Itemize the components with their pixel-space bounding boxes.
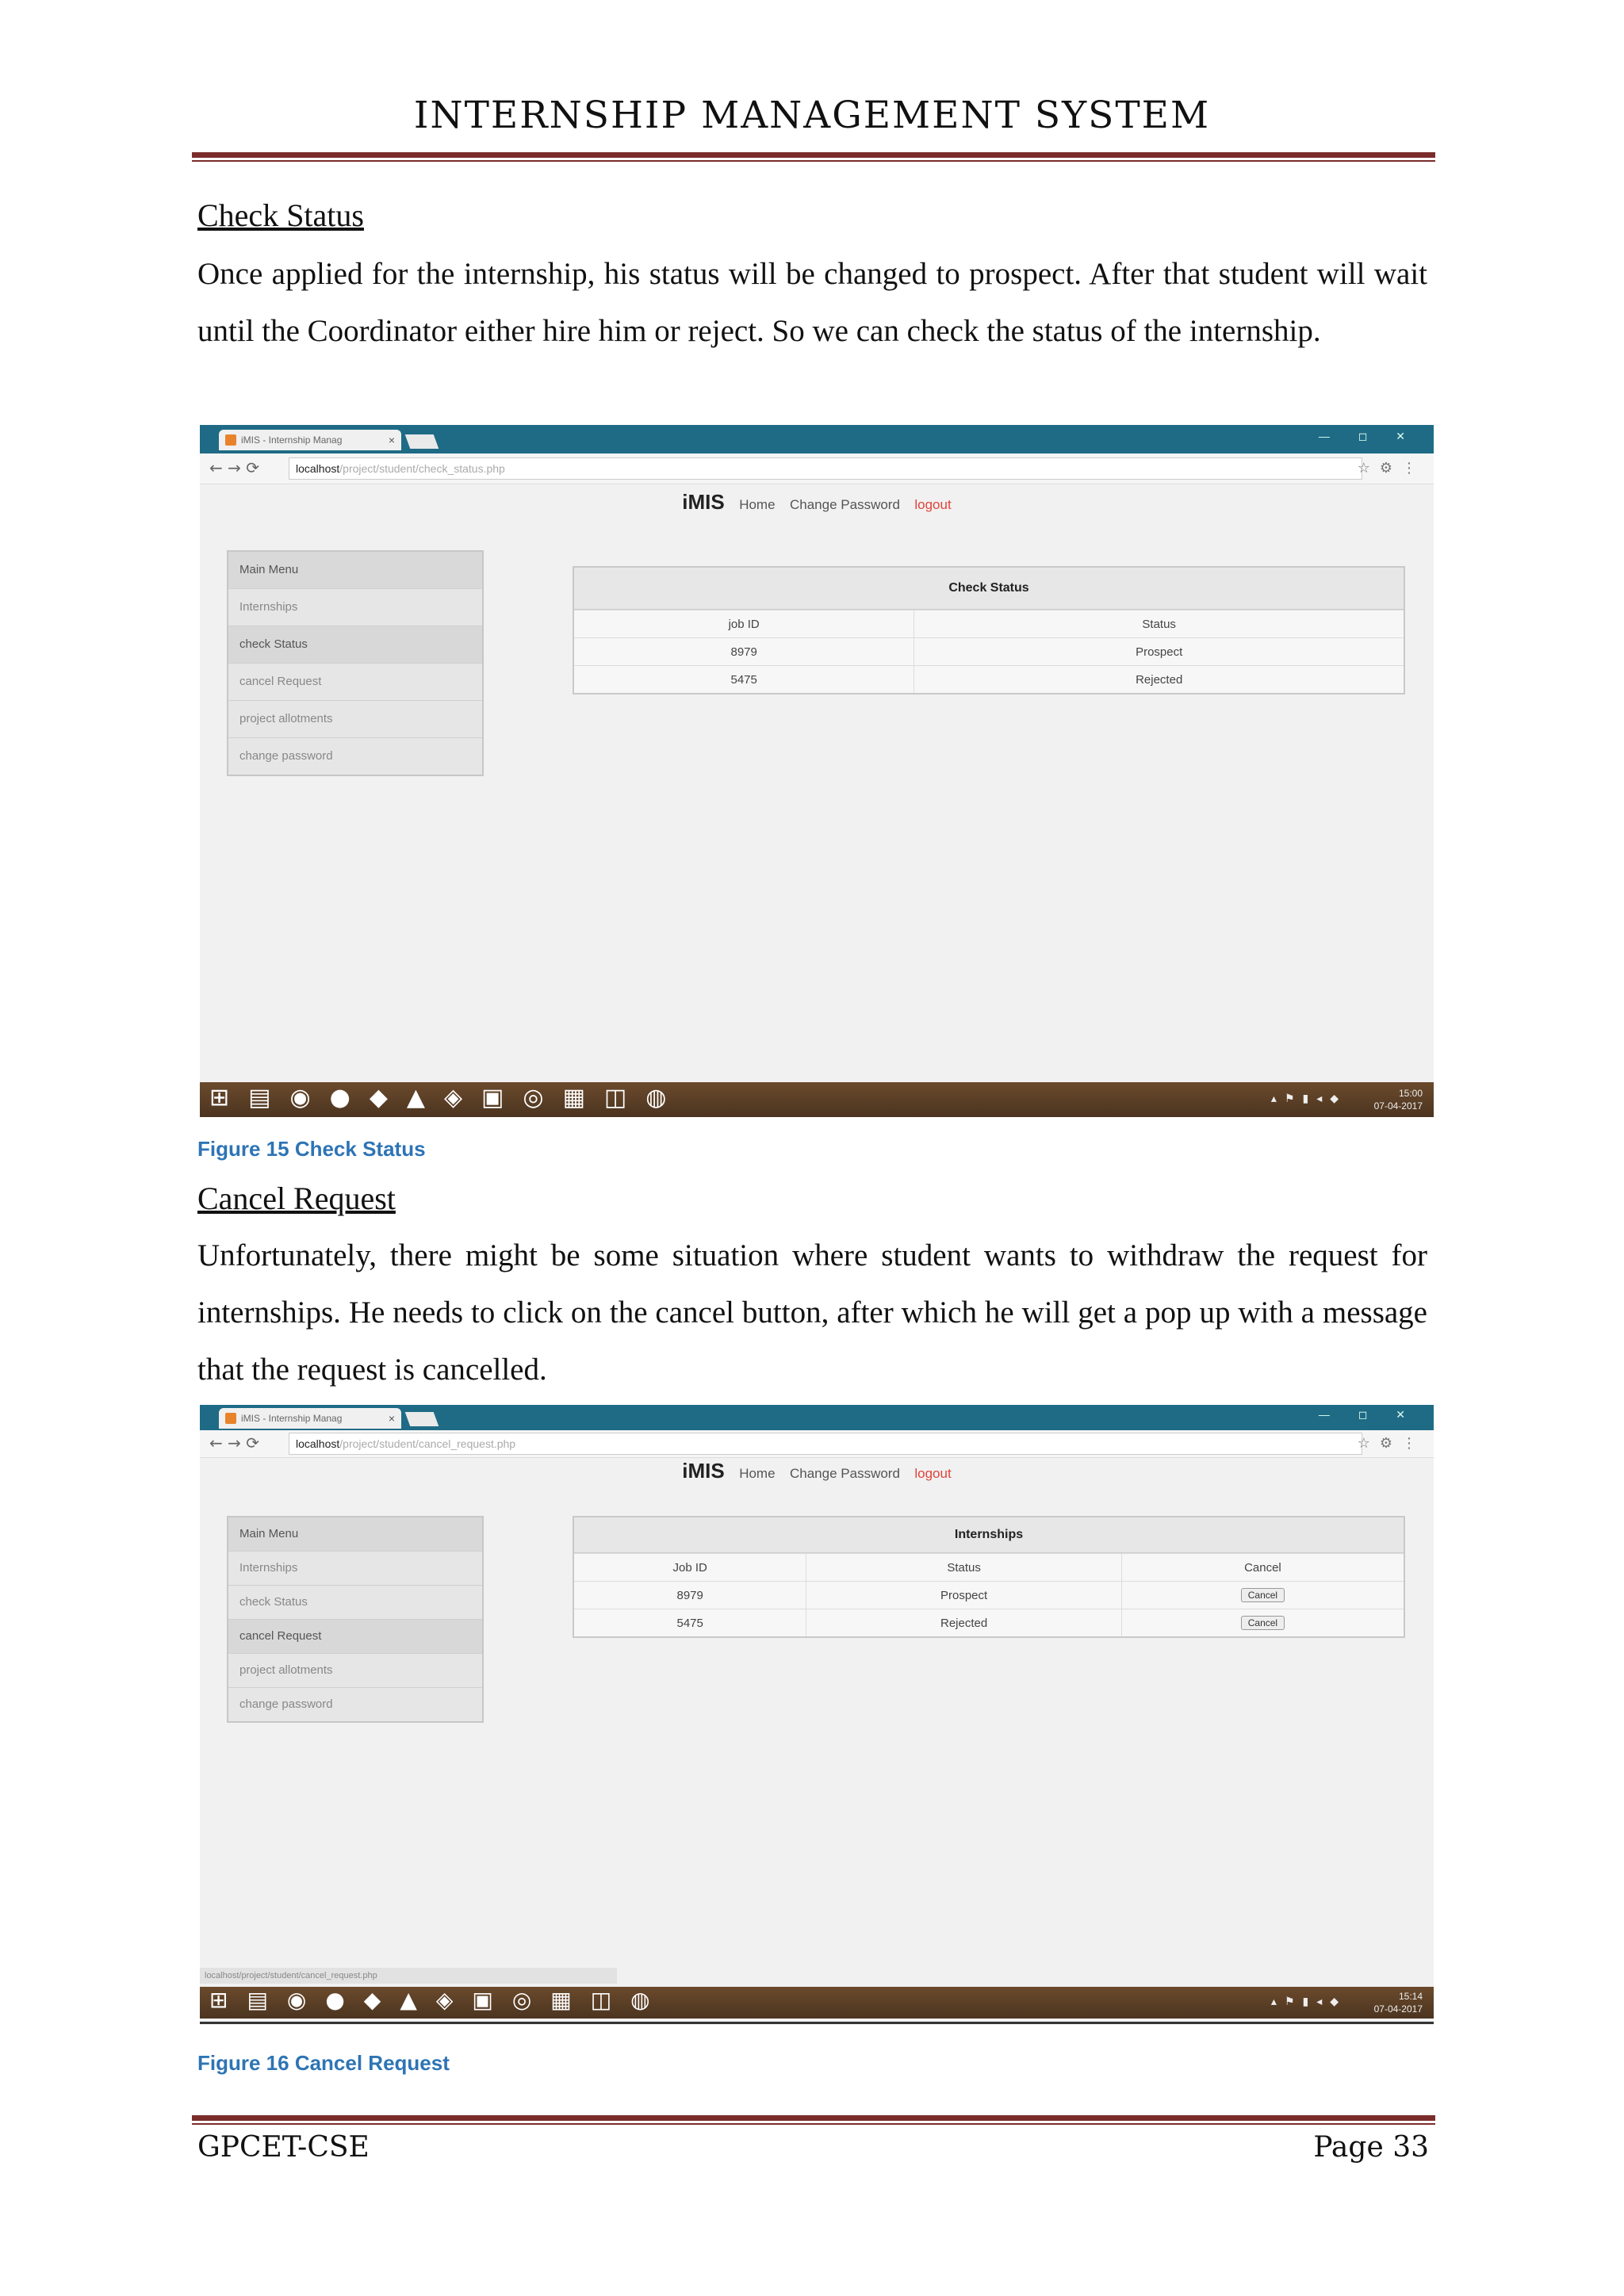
nav-logout-link[interactable]: logout: [914, 497, 952, 512]
cancel-button[interactable]: Cancel: [1241, 1588, 1285, 1602]
site-top-nav: [200, 490, 1434, 515]
clock-date: 07-04-2017: [1373, 2003, 1423, 2015]
cell-status: Rejected: [914, 666, 1404, 694]
address-bar-row: [200, 1430, 1434, 1458]
table-row: [574, 1582, 1404, 1609]
figure-bottom-border: [200, 2022, 1434, 2024]
cell-job-id: 5475: [574, 1609, 806, 1637]
cancel-button[interactable]: Cancel: [1241, 1616, 1285, 1630]
cell-status: Prospect: [914, 638, 1404, 666]
panel-title: Check Status: [574, 568, 1404, 610]
cell-job-id: 8979: [574, 1582, 806, 1609]
menu-header: Main Menu: [228, 1517, 482, 1551]
cell-job-id: 8979: [574, 638, 914, 666]
taskbar-app-icons[interactable]: ⊞▤◉●◆▲◈▣◎▦◫◍: [209, 1987, 669, 2013]
url-field[interactable]: [289, 457, 1362, 480]
table-row: [574, 638, 1404, 666]
menu-item-cancel-request[interactable]: cancel Request: [228, 1619, 482, 1653]
clock-time: 15:00: [1398, 1088, 1423, 1099]
sidebar-main-menu: [227, 1516, 484, 1723]
panel-title: Internships: [574, 1517, 1404, 1553]
nav-change-password-link[interactable]: Change Password: [790, 497, 900, 512]
clock-date: 07-04-2017: [1373, 1100, 1423, 1112]
favicon-icon: [225, 434, 236, 446]
table-header-row: [574, 1554, 1404, 1582]
section-heading-cancel-request: Cancel Request: [197, 1181, 396, 1216]
table-row: [574, 666, 1404, 694]
taskbar-app-icons[interactable]: ⊞▤◉●◆▲◈▣◎▦◫◍: [209, 1084, 686, 1112]
footer-page-number: Page 33: [1313, 2131, 1429, 2164]
new-tab-button[interactable]: [405, 434, 439, 449]
url-path: /project/student/cancel_request.php: [339, 1437, 516, 1450]
url-path: /project/student/check_status.php: [339, 462, 505, 475]
url-host: localhost: [296, 462, 340, 475]
footer-rule: [192, 2115, 1435, 2125]
browser-tools-icon[interactable]: ☆⚙⋮: [1357, 1435, 1426, 1452]
footer-department: GPCET-CSE: [197, 2131, 370, 2164]
column-header: Status: [914, 610, 1404, 638]
figure-caption-15: Figure 15 Check Status: [197, 1137, 426, 1161]
menu-item-internships[interactable]: Internships: [228, 588, 482, 626]
sidebar-main-menu: [227, 550, 484, 776]
favicon-icon: [225, 1413, 236, 1424]
menu-item-check-status[interactable]: check Status: [228, 1585, 482, 1619]
site-brand[interactable]: iMIS: [682, 490, 725, 514]
figure-caption-16: Figure 16 Cancel Request: [197, 2051, 450, 2075]
document-title: INTERNSHIP MANAGEMENT SYSTEM: [413, 94, 1211, 137]
menu-item-change-password[interactable]: change password: [228, 737, 482, 775]
browser-status-url: localhost/project/student/cancel_request.php: [200, 1968, 617, 1984]
close-tab-icon[interactable]: ×: [388, 1412, 395, 1425]
section-paragraph-check-status: Once applied for the internship, his status will be changed to prospect. After that student will wait until the Coordinator either hire him or reject. So we can check the status of the internship.: [197, 257, 1427, 348]
window-controls[interactable]: — ◻ ✕: [1318, 430, 1418, 442]
clock-time: 15:14: [1398, 1991, 1423, 2002]
menu-item-check-status[interactable]: check Status: [228, 626, 482, 663]
site-brand[interactable]: iMIS: [682, 1459, 725, 1483]
window-controls[interactable]: — ◻ ✕: [1318, 1408, 1418, 1421]
taskbar-clock[interactable]: [1374, 1990, 1423, 2015]
menu-item-project-allotments[interactable]: project allotments: [228, 700, 482, 737]
nav-home-link[interactable]: Home: [739, 497, 776, 512]
browser-tab-bar: [200, 1405, 1434, 1430]
screenshot-cancel-request: [200, 1405, 1434, 2025]
site-top-nav: [200, 1459, 1434, 1483]
cell-action: [1121, 1582, 1404, 1609]
screenshot-check-status: [200, 425, 1434, 1117]
nav-change-password-link[interactable]: Change Password: [790, 1466, 900, 1481]
menu-item-internships[interactable]: Internships: [228, 1551, 482, 1585]
column-header: Cancel: [1121, 1554, 1404, 1582]
column-header: job ID: [574, 610, 914, 638]
column-header: Job ID: [574, 1554, 806, 1582]
browser-tab[interactable]: [219, 430, 401, 450]
internships-table: [574, 1553, 1404, 1636]
close-tab-icon[interactable]: ×: [388, 434, 395, 446]
cell-status: Prospect: [806, 1582, 1121, 1609]
section-paragraph-cancel-request: Unfortunately, there might be some situation where student wants to withdraw the request for internships. He needs to click on the cancel button, after which he will get a pop up with a message that the request is cancelled.: [197, 1238, 1427, 1387]
new-tab-button[interactable]: [405, 1412, 439, 1426]
browser-tab-title: iMIS - Internship Manag: [241, 1413, 343, 1424]
column-header: Status: [806, 1554, 1121, 1582]
header-rule: [192, 152, 1435, 162]
cell-status: Rejected: [806, 1609, 1121, 1637]
windows-taskbar: [200, 1987, 1434, 2019]
menu-item-cancel-request[interactable]: cancel Request: [228, 663, 482, 700]
browser-tab-title: iMIS - Internship Manag: [241, 434, 343, 446]
url-host: localhost: [296, 1437, 340, 1450]
cell-action: [1121, 1609, 1404, 1637]
menu-item-change-password[interactable]: change password: [228, 1687, 482, 1721]
system-tray-icons[interactable]: ▴⚑▮◂◆: [1270, 1996, 1346, 2008]
browser-tab[interactable]: [219, 1408, 401, 1429]
status-table: [574, 610, 1404, 693]
system-tray-icons[interactable]: ▴⚑▮◂◆: [1270, 1093, 1346, 1105]
back-forward-reload-icon[interactable]: ← → ⟳: [209, 1433, 259, 1452]
windows-taskbar: [200, 1082, 1434, 1117]
url-field[interactable]: [289, 1433, 1362, 1455]
nav-home-link[interactable]: Home: [739, 1466, 776, 1481]
menu-item-project-allotments[interactable]: project allotments: [228, 1653, 482, 1687]
internships-panel: [573, 1516, 1405, 1638]
back-forward-reload-icon[interactable]: ← → ⟳: [209, 458, 259, 477]
check-status-panel: [573, 566, 1405, 695]
section-heading-check-status: Check Status: [197, 197, 364, 233]
address-bar-row: [200, 453, 1434, 484]
nav-logout-link[interactable]: logout: [914, 1466, 952, 1481]
table-row: [574, 1609, 1404, 1637]
taskbar-clock[interactable]: [1374, 1087, 1423, 1112]
browser-tab-bar: [200, 425, 1434, 453]
cell-job-id: 5475: [574, 666, 914, 694]
browser-tools-icon[interactable]: ☆⚙⋮: [1357, 460, 1426, 476]
table-header-row: [574, 610, 1404, 638]
menu-header: Main Menu: [228, 552, 482, 588]
